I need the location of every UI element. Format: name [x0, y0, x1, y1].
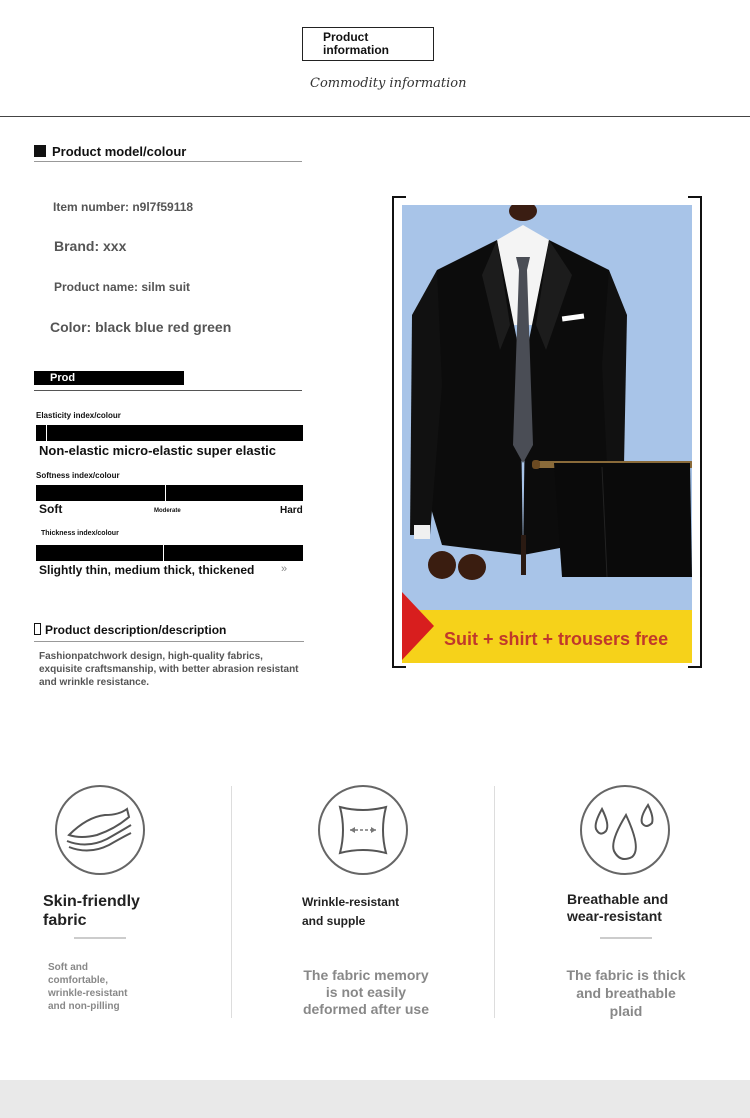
color-list: Color: black blue red green [50, 319, 232, 335]
elasticity-bar [36, 425, 303, 441]
bottom-strip [0, 1080, 750, 1118]
header-title-line1: Product [323, 30, 369, 44]
promo-banner-text: Suit + shirt + trousers free [444, 629, 669, 649]
item-number: Item number: n9l7f59118 [53, 200, 194, 214]
feature-divider-1 [231, 786, 232, 1018]
description-text: Fashionpatchwork design, high-quality fabrics, exquisite craftsmanship, with better abrasion resistant and wrinkle resistance. [39, 651, 299, 688]
header-subtitle: Commodity information [310, 76, 467, 91]
feature-2-title: Wrinkle-resistant and supple [302, 895, 400, 928]
brand: Brand: xxx [54, 238, 127, 254]
suit-illustration [402, 205, 692, 663]
model-heading-underline [34, 161, 302, 162]
feature-divider-2 [494, 786, 495, 1018]
softness-soft: Soft [39, 502, 63, 516]
index-heading-underline [34, 390, 302, 391]
feature-3-underline [600, 937, 652, 939]
header-title-line2: information [323, 43, 389, 57]
suit-photo [402, 205, 692, 663]
red-triangle-icon [402, 592, 434, 660]
softness-title: Softness index/colour [36, 471, 120, 480]
description-heading: Product description/description [34, 623, 226, 637]
fabric-layers-icon [55, 785, 145, 875]
index-heading-text: Prod [50, 372, 76, 384]
model-heading: Product model/colour [34, 144, 186, 159]
thickness-value: Slightly thin, medium thick, thickened [39, 563, 255, 577]
elasticity-title: Elasticity index/colour [36, 411, 121, 420]
double-chevron-icon: » [281, 563, 288, 575]
thickness-title: Thickness index/colour [41, 530, 119, 537]
feature-3-desc: The fabric is thick and breathable plaid [566, 967, 686, 1019]
description-underline [34, 641, 304, 642]
index-heading [34, 371, 302, 391]
feature-3-title: Breathable and wear-resistant [567, 891, 669, 924]
bracket-bullet-icon [34, 623, 41, 635]
thickness-bar [36, 545, 303, 561]
product-information-box [302, 27, 434, 61]
feature-1-underline [74, 937, 126, 939]
softness-hard: Hard [280, 505, 303, 516]
square-bullet-icon [34, 145, 46, 157]
elasticity-value: Non-elastic micro-elastic super elastic [39, 443, 276, 458]
softness-moderate: Moderate [154, 508, 181, 514]
pillow-icon [318, 785, 408, 875]
feature-1-desc: Soft and comfortable, wrinkle-resistant and non-pilling [48, 962, 128, 1012]
header-divider [0, 116, 750, 117]
feature-2-desc: The fabric memory is not easily deformed after use [302, 967, 430, 1017]
softness-bar [36, 485, 303, 501]
product-name: Product name: silm suit [54, 280, 191, 294]
water-drops-icon [580, 785, 670, 875]
feature-1-title: Skin-friendly fabric [43, 893, 140, 929]
